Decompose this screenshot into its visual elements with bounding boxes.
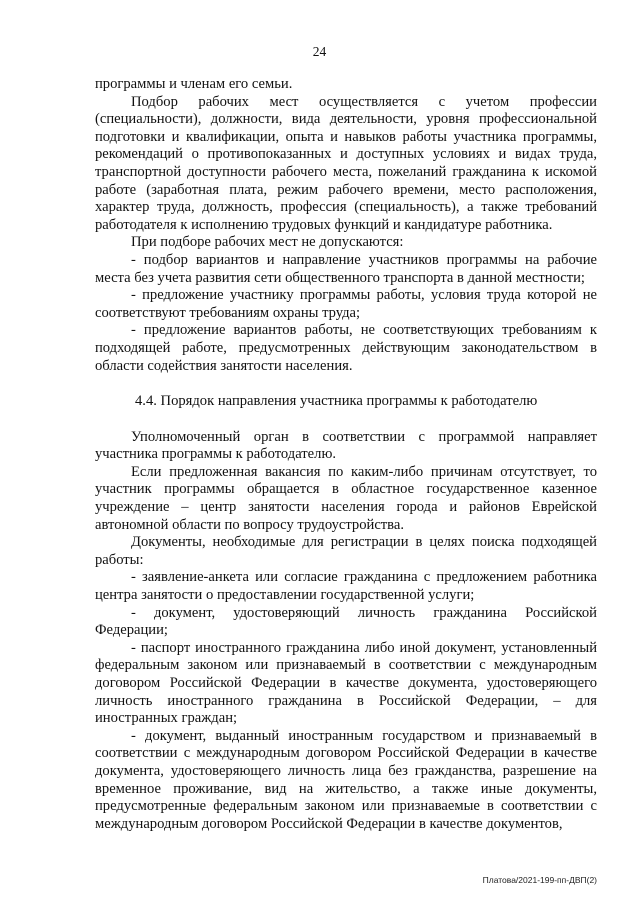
paragraph: Документы, необходимые для регистрации в целях поиска подходящей работы: — [95, 534, 597, 568]
paragraph: программы и членам его семьи. — [95, 76, 293, 92]
list-item: - документ, выданный иностранным государством и признаваемый в соответствии с международным договором Российской Федерации в качестве документа, удостоверяющего личность лица без гражданства, разрешение на временное проживание, вид на жительство, а также иные документы, предусмотренные федеральным законом или признаваемые в соответствии с международным договором Российской Федерации в качестве документов, — [95, 727, 597, 832]
list-item: - подбор вариантов и направление участников программы на рабочие места без учета развития сети общественного транспорта в данной местности; — [95, 251, 597, 286]
list-item: - документ, удостоверяющий личность гражданина Российской Федерации; — [95, 604, 597, 639]
paragraph: Если предложенная вакансия по каким-либо причинам отсутствует, то участник программы обращается в областное государственное казенное учреждение – центр занятости населения города и районов Еврейской автономной области по вопросу трудоустройства. — [95, 463, 597, 533]
paragraph: Уполномоченный орган в соответствии с программой направляет участника программы к работодателю. — [95, 428, 597, 463]
list-item: - предложение участнику программы работы, условия труда которой не соответствуют требованиям охраны труда; — [95, 287, 597, 321]
document-footer-code: Платова/2021-199-пп-ДВП(2) — [482, 875, 597, 885]
section-heading: 4.4. Порядок направления участника программы к работодателю — [135, 393, 538, 410]
list-item: - заявление-анкета или согласие гражданина с предложением работника центра занятости о предоставлении государственной услуги; — [95, 569, 597, 604]
paragraph: Подбор рабочих мест осуществляется с учетом профессии (специальности), должности, вида деятельности, уровня профессиональной подготовки и квалификации, опыта и навыков работы участника программы, рекомендаций о противопоказанных и доступных условиях и видах труда, транспортной доступности рабочего места, пожеланий гражданина к искомой работе (заработная плата, режим рабочего времени, место расположения, характер труда, должность, профессия (специальность), а также требований работодателя к исполнению трудовых функций и кандидатуре работника. — [95, 93, 597, 233]
document-body — [95, 76, 597, 833]
page-number: 24 — [312, 44, 327, 59]
list-item: - паспорт иностранного гражданина либо иной документ, установленный федеральным законом или признаваемый в соответствии с международным договором Российской Федерации в качестве документа, удостоверяющего личность иностранного гражданина в Российской Федерации, – для иностранных граждан; — [95, 639, 597, 727]
list-item: - предложение вариантов работы, не соответствующих требованиям к подходящей работе, предусмотренных действующим законодательством в области содействия занятости населения. — [95, 322, 597, 374]
paragraph: При подборе рабочих мест не допускаются: — [131, 234, 404, 251]
